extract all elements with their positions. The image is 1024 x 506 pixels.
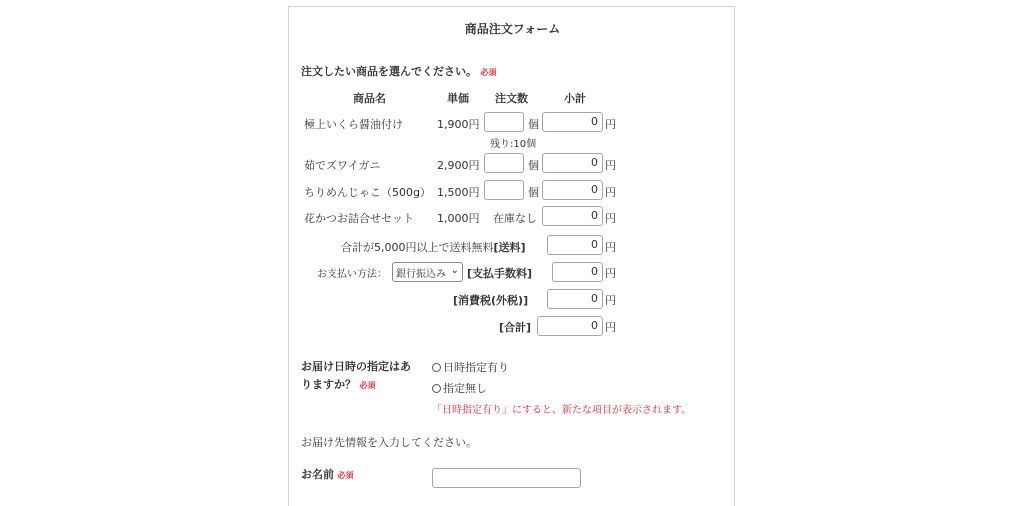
product-name: 花かつお詰合せセット: [304, 212, 414, 225]
payment-method-select[interactable]: 銀行振込み ⌄: [392, 262, 463, 282]
radio-icon[interactable]: [432, 384, 441, 393]
radio-icon[interactable]: [432, 363, 441, 372]
yen-label: 円: [605, 241, 616, 254]
quantity-input[interactable]: [484, 153, 524, 173]
product-name: 茹でズワイガニ: [304, 159, 381, 172]
unit-label: 個: [528, 159, 539, 172]
form-title: 商品注文フォーム: [464, 22, 561, 36]
subtotal-field[interactable]: 0: [542, 206, 603, 226]
delivery-question: お届け日時の指定はあ: [301, 360, 411, 373]
product-name: 極上いくら醤油付け: [304, 118, 403, 131]
quantity-input[interactable]: [484, 180, 524, 200]
name-label-row: お名前 必須: [301, 468, 354, 481]
order-form: [288, 6, 735, 506]
required-badge: 必須: [480, 68, 497, 77]
fee-field[interactable]: 0: [552, 262, 603, 282]
required-badge: 必須: [337, 471, 354, 480]
name-input[interactable]: [432, 468, 581, 488]
product-price: 1,000円: [437, 212, 480, 225]
address-prompt: お届け先情報を入力してください。: [301, 436, 477, 449]
fee-label: [支払手数料]: [467, 267, 533, 280]
required-badge: 必須: [359, 381, 376, 390]
yen-label: 円: [605, 294, 616, 307]
unit-label: 個: [528, 118, 539, 131]
product-price: 1,900円: [437, 118, 480, 131]
delivery-option-specified[interactable]: 日時指定有り: [432, 359, 509, 375]
tax-label: [消費税(外税)]: [453, 294, 529, 307]
header-price: 単価: [447, 92, 469, 105]
yen-label: 円: [605, 118, 616, 131]
unit-label: 個: [528, 186, 539, 199]
product-price: 1,500円: [437, 186, 480, 199]
out-of-stock-label: 在庫なし: [493, 212, 537, 225]
tax-field[interactable]: 0: [547, 289, 603, 309]
shipping-label: [送料]: [493, 241, 526, 254]
yen-label: 円: [605, 159, 616, 172]
shipping-note: 合計が5,000円以上で送料無料[送料]: [341, 241, 526, 254]
shipping-field[interactable]: 0: [547, 235, 603, 255]
payment-method-label: お支払い方法：: [317, 269, 387, 280]
subtotal-field[interactable]: 0: [542, 153, 603, 173]
stock-note: 残り:10個: [490, 139, 537, 150]
subtotal-field[interactable]: 0: [542, 180, 603, 200]
yen-label: 円: [605, 267, 616, 280]
header-product-name: 商品名: [353, 92, 386, 105]
delivery-question-line2: りますか？ 必須: [301, 378, 376, 391]
product-select-prompt: 注文したい商品を選んでください。 必須: [301, 65, 497, 78]
quantity-input[interactable]: [484, 112, 524, 132]
yen-label: 円: [605, 186, 616, 199]
delivery-note: 「日時指定有り」にすると、新たな項目が表示されます。: [432, 405, 692, 416]
product-name: ちりめんじゃこ（500g）: [304, 186, 431, 199]
delivery-option-none[interactable]: 指定無し: [432, 380, 487, 396]
header-quantity: 注文数: [495, 92, 528, 105]
product-price: 2,900円: [437, 159, 480, 172]
yen-label: 円: [605, 321, 616, 334]
total-field[interactable]: 0: [537, 316, 603, 336]
header-subtotal: 小計: [564, 92, 586, 105]
subtotal-field[interactable]: 0: [542, 112, 603, 132]
total-label: [合計]: [499, 321, 532, 334]
chevron-down-icon: ⌄: [450, 265, 459, 276]
yen-label: 円: [605, 212, 616, 225]
